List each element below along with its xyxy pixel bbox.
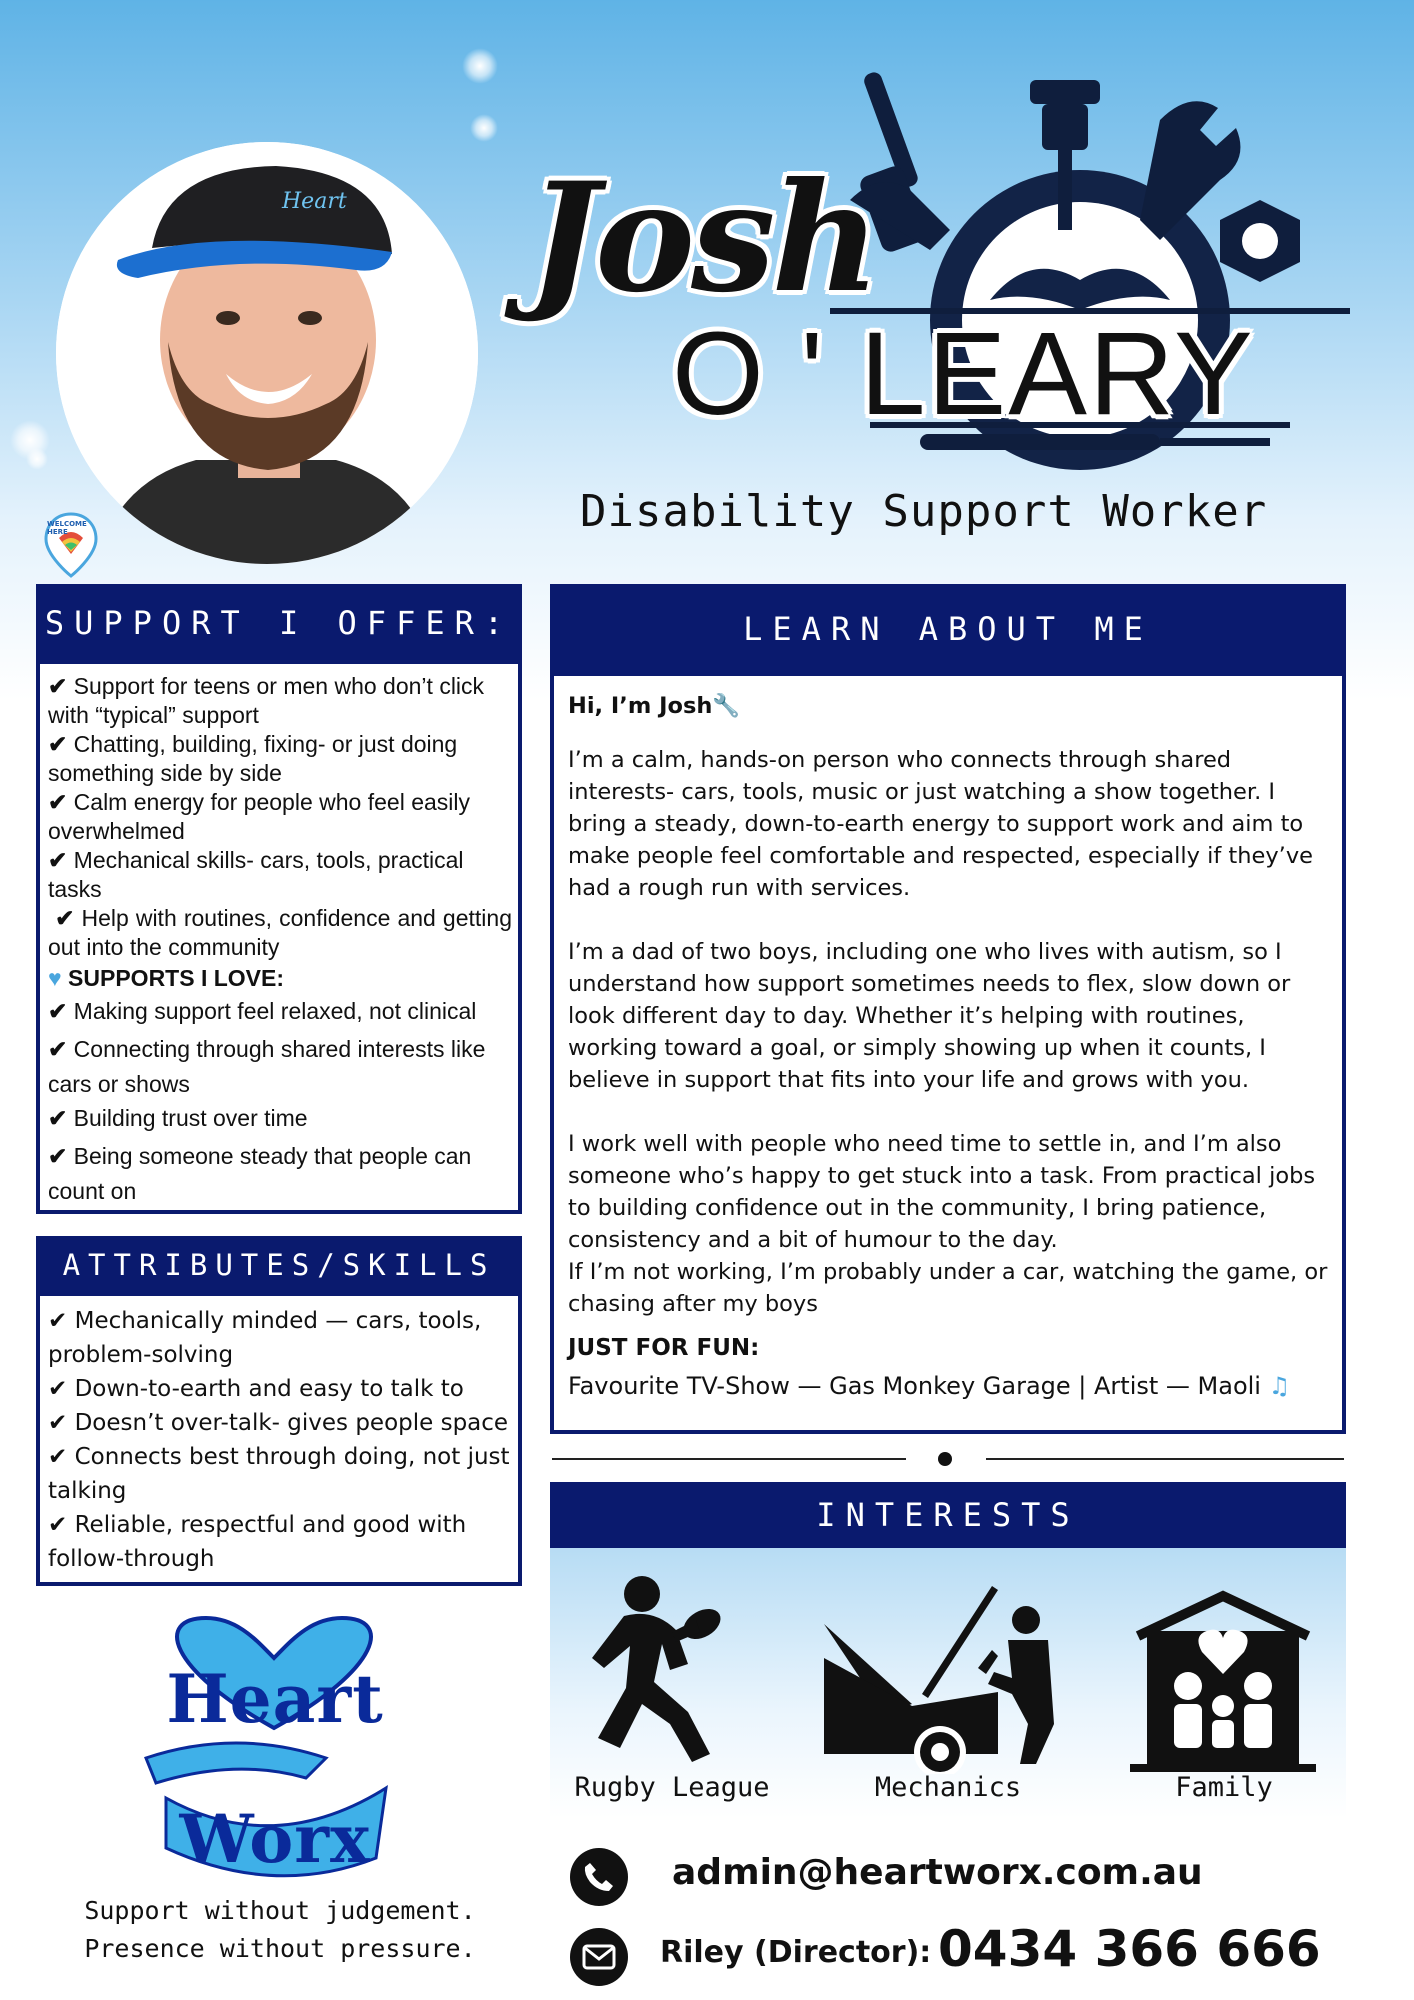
about-paragraph: I’m a calm, hands-on person who connects through shared interests- cars, tools, music or just watching a show together. I bring a steady, down-to-earth energy to support work and aim to make people feel comfortable and respected, especially if they’ve had a rough run with services. bbox=[568, 747, 1313, 901]
check-icon: ✔ bbox=[48, 673, 68, 699]
rugby-player-icon bbox=[584, 1572, 754, 1768]
check-icon: ✔ bbox=[48, 1036, 68, 1062]
interests-title: INTERESTS bbox=[816, 1496, 1080, 1534]
check-icon: ✔ bbox=[48, 789, 68, 815]
list-item: ✔ Being someone steady that people can count on bbox=[48, 1143, 472, 1204]
tagline-line: Support without judgement. bbox=[84, 1896, 476, 1925]
fun-heading: JUST FOR FUN: bbox=[568, 1335, 760, 1361]
last-name: O ' LEARY bbox=[672, 308, 1255, 440]
list-item: ✔ Building trust over time bbox=[48, 1105, 308, 1131]
interest-label-rugby: Rugby League bbox=[574, 1772, 770, 1803]
sparkle bbox=[470, 114, 498, 142]
support-panel bbox=[36, 660, 522, 1214]
skills-title: ATTRIBUTES/SKILLS bbox=[62, 1248, 496, 1282]
skills-list bbox=[48, 1304, 512, 1576]
car-mechanic-icon bbox=[822, 1584, 1072, 1774]
skills-panel-header bbox=[36, 1236, 522, 1294]
contact-phone[interactable]: 0434 366 666 bbox=[938, 1920, 1321, 1978]
about-text bbox=[554, 676, 1342, 1406]
list-item: ✔ Chatting, building, fixing- or just doing something side by side bbox=[48, 731, 458, 786]
logo-text-worx: Worx bbox=[179, 1800, 371, 1878]
check-icon: ✔ bbox=[48, 1376, 68, 1402]
support-title: SUPPORT I OFFER: bbox=[44, 604, 514, 642]
check-icon: ✔ bbox=[48, 731, 68, 757]
support-panel-header bbox=[36, 584, 522, 662]
divider-dot bbox=[938, 1452, 952, 1466]
check-icon: ✔ bbox=[48, 847, 68, 873]
person-illustration bbox=[56, 142, 478, 564]
list-item: ✔ Making support feel relaxed, not clinical bbox=[48, 998, 477, 1024]
sparkle bbox=[26, 448, 48, 470]
supports-love-heading: ♥ SUPPORTS I LOVE: bbox=[48, 965, 285, 991]
list-item: ✔ Help with routines, confidence and getting out into the community bbox=[48, 905, 512, 960]
list-item: ✔ Reliable, respectful and good with follow-through bbox=[48, 1512, 467, 1572]
list-item: ✔ Connecting through shared interests like cars or shows bbox=[48, 1036, 486, 1097]
logo-text-heart: Heart bbox=[166, 1660, 384, 1738]
welcome-badge-text: WELCOME HERE bbox=[47, 520, 87, 536]
greeting: Hi, I’m Josh🔧 bbox=[568, 693, 741, 719]
first-name: Josh bbox=[528, 150, 877, 326]
about-paragraph: I work well with people who need time to settle in, and I’m also someone who’s happy to get stuck into a task. From practical jobs to building confidence out in the community, I bring patience, consistency and a bit of humour to the day. bbox=[568, 1131, 1316, 1253]
divider bbox=[552, 1458, 906, 1460]
list-item: ✔ Down-to-earth and easy to talk to bbox=[48, 1376, 464, 1402]
director-label: Riley (Director): bbox=[660, 1935, 932, 1970]
check-icon: ✔ bbox=[48, 1105, 68, 1131]
welcome-here-badge bbox=[44, 512, 98, 588]
check-icon: ✔ bbox=[48, 905, 75, 931]
heartworx-logo bbox=[126, 1608, 422, 1888]
about-panel-header bbox=[550, 584, 1346, 674]
divider bbox=[986, 1458, 1344, 1460]
profile-photo bbox=[56, 142, 478, 564]
check-icon: ✔ bbox=[48, 1444, 68, 1470]
list-item: ✔ Connects best through doing, not just talking bbox=[48, 1444, 510, 1504]
tagline bbox=[60, 1892, 500, 1968]
fun-text: Favourite TV-Show — Gas Monkey Garage | Artist — Maoli ♫ bbox=[568, 1372, 1291, 1400]
sparkle bbox=[462, 48, 498, 84]
list-item: ✔ Doesn’t over-talk- gives people space bbox=[48, 1410, 509, 1436]
check-icon: ✔ bbox=[48, 998, 68, 1024]
music-icon: ♫ bbox=[1268, 1372, 1291, 1400]
heart-icon: ♥ bbox=[48, 965, 62, 991]
about-panel bbox=[550, 672, 1346, 1434]
support-list bbox=[48, 672, 512, 1209]
phone-icon bbox=[570, 1848, 628, 1906]
about-paragraph: If I’m not working, I’m probably under a car, watching the game, or chasing after my boys bbox=[568, 1259, 1328, 1317]
skills-panel bbox=[36, 1292, 522, 1586]
interests-panel-header bbox=[550, 1482, 1346, 1548]
about-paragraph: I’m a dad of two boys, including one who lives with autism, so I understand how support sometimes needs to flex, slow down or look different day to day. Whether it’s helping with routines, working toward a goal, or simply showing up when it counts, I believe in support that fits into your life and grows with you. bbox=[568, 939, 1291, 1093]
list-item: ✔ Mechanical skills- cars, tools, practical tasks bbox=[48, 847, 464, 902]
email-icon bbox=[570, 1928, 628, 1986]
list-item: ✔ Support for teens or men who don’t click with “typical” support bbox=[48, 673, 485, 728]
about-title: LEARN ABOUT ME bbox=[743, 610, 1153, 648]
job-title: Disability Support Worker bbox=[580, 486, 1268, 537]
interest-label-mechanics: Mechanics bbox=[874, 1772, 1022, 1803]
interest-label-family: Family bbox=[1175, 1772, 1273, 1803]
family-house-icon bbox=[1130, 1590, 1316, 1776]
list-item: ✔ Mechanically minded — cars, tools, problem-solving bbox=[48, 1308, 482, 1368]
svg-text:Heart: Heart bbox=[282, 189, 347, 214]
list-item: ✔ Calm energy for people who feel easily overwhelmed bbox=[48, 789, 470, 844]
check-icon: ✔ bbox=[48, 1308, 68, 1334]
tagline-line: Presence without pressure. bbox=[84, 1934, 476, 1963]
check-icon: ✔ bbox=[48, 1512, 68, 1538]
check-icon: ✔ bbox=[48, 1143, 68, 1169]
wrench-icon: 🔧 bbox=[712, 693, 741, 719]
check-icon: ✔ bbox=[48, 1410, 68, 1436]
contact-email[interactable]: admin@heartworx.com.au bbox=[672, 1852, 1203, 1893]
